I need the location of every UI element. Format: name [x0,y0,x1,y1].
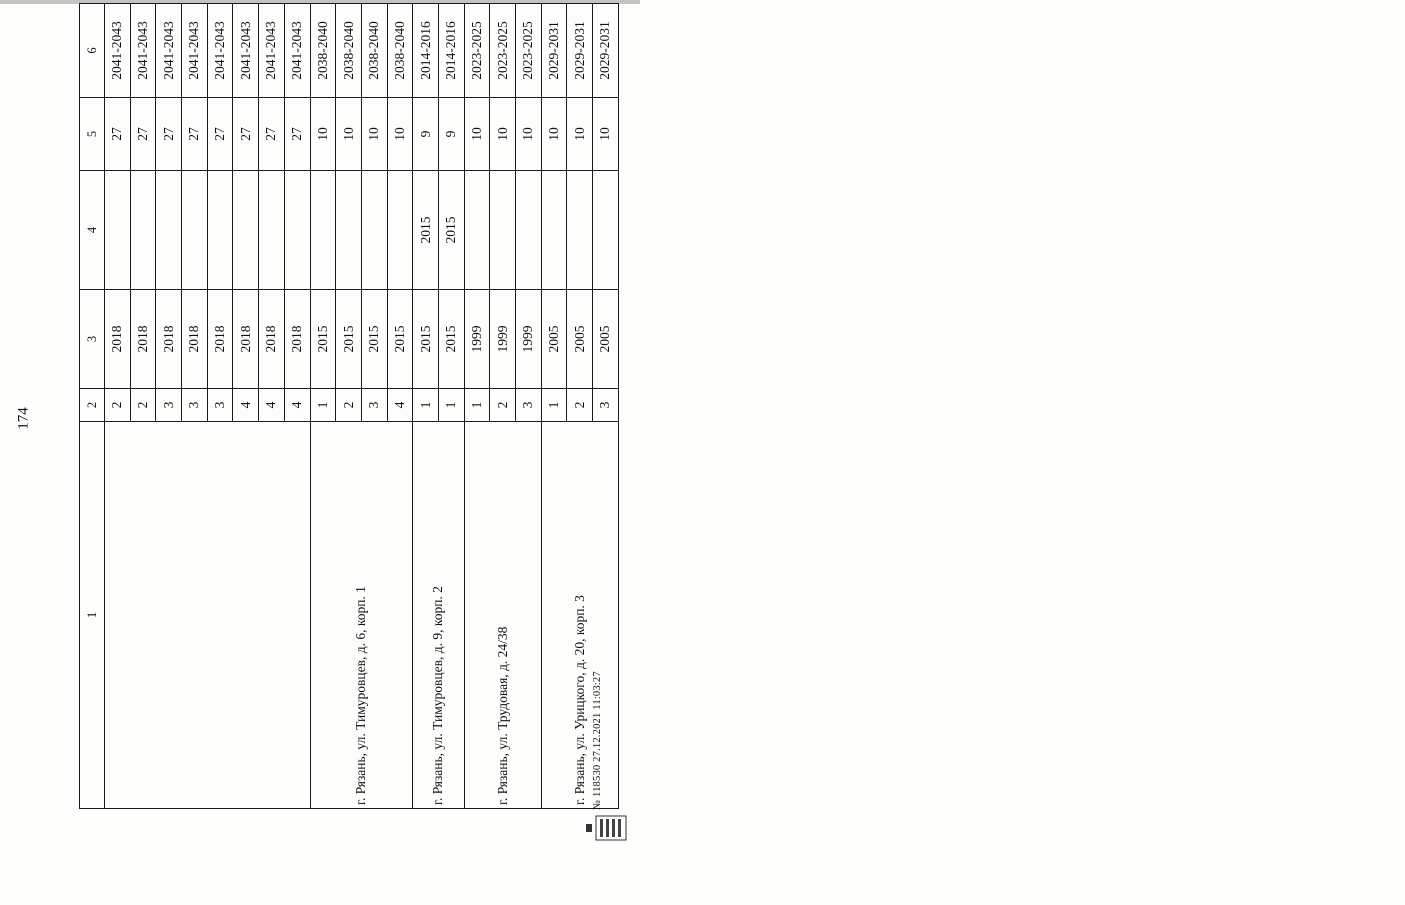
table-cell: 4 [259,389,285,422]
table-cell: 2014-2016 [413,4,439,98]
header-col-5: 5 [80,98,105,171]
table-cell [541,171,567,290]
table-cell [336,171,362,290]
table-cell: 2023-2025 [516,4,542,98]
table-cell [490,171,516,290]
table-cell: 9 [438,98,464,171]
table-cell: 2023-2025 [464,4,490,98]
table-cell: 1 [310,389,336,422]
landscape-sheet [0,0,640,905]
header-col-2: 2 [80,389,105,422]
table-row [464,4,490,809]
table-cell: 27 [130,98,156,171]
header-col-3: 3 [80,290,105,389]
table-row [541,4,567,809]
header-col-6: 6 [80,4,105,98]
table-cell: 2015 [438,290,464,389]
address-cell: г. Рязань, ул. Трудовая, д. 24/38 [464,422,541,809]
table-cell: 27 [207,98,233,171]
coat-of-arms-icon [582,813,632,843]
table-cell: 2038-2040 [387,4,413,98]
table-cell [567,171,593,290]
document-stamp: № 118530 27.12.2021 11:03:27 [592,671,603,810]
table-cell: 2038-2040 [336,4,362,98]
table-cell: 4 [284,389,310,422]
table-cell: 2 [336,389,362,422]
table-cell: 1 [541,389,567,422]
table-cell: 27 [233,98,259,171]
header-row [80,4,105,809]
table-cell: 10 [361,98,387,171]
table-cell: 2015 [413,290,439,389]
table-cell: 2018 [105,290,131,389]
table-cell: 2 [105,389,131,422]
table-cell: 2041-2043 [156,4,182,98]
table-cell [207,171,233,290]
table-cell: 2015 [387,290,413,389]
table-cell: 10 [567,98,593,171]
table-cell: 2005 [567,290,593,389]
table-cell: 2015 [361,290,387,389]
table-cell: 2041-2043 [233,4,259,98]
address-cell: г. Рязань, ул. Тимуровцев, д. 9, корп. 2 [413,422,464,809]
table-cell [310,171,336,290]
table-cell [156,171,182,290]
table-cell: 1 [413,389,439,422]
header-col-4: 4 [80,171,105,290]
table-cell: 3 [516,389,542,422]
table-cell: 27 [105,98,131,171]
table-cell: 2018 [284,290,310,389]
table-cell: 10 [593,98,619,171]
table-cell: 2038-2040 [310,4,336,98]
table-cell: 27 [259,98,285,171]
table-cell: 1 [438,389,464,422]
table-cell [464,171,490,290]
table-cell: 2018 [233,290,259,389]
table-cell: 10 [387,98,413,171]
table-cell [284,171,310,290]
table-cell: 4 [233,389,259,422]
address-cell: г. Рязань, ул. Тимуровцев, д. 6, корп. 1 [310,422,413,809]
table-cell: 10 [516,98,542,171]
table-cell [361,171,387,290]
address-cell [105,422,311,809]
table-cell [387,171,413,290]
table-cell: 2041-2043 [284,4,310,98]
table-cell: 3 [207,389,233,422]
table-cell: 2018 [182,290,208,389]
table-cell [130,171,156,290]
rotated-page-area [84,0,1405,810]
table-cell: 2018 [130,290,156,389]
table-cell: 2015 [438,171,464,290]
table-cell [593,171,619,290]
table-cell: 2018 [207,290,233,389]
address-cell: г. Рязань, ул. Урицкого, д. 20, корп. 3 [541,422,618,809]
table-cell: 2014-2016 [438,4,464,98]
page-number: 174 [15,407,32,430]
table-cell: 10 [464,98,490,171]
table-cell: 2005 [593,290,619,389]
table-cell [233,171,259,290]
table-cell: 1999 [490,290,516,389]
schedule-table [79,3,619,809]
header-col-1: 1 [80,422,105,809]
table-cell: 2041-2043 [207,4,233,98]
table-cell: 2041-2043 [259,4,285,98]
table-cell: 2029-2031 [541,4,567,98]
table-cell: 3 [593,389,619,422]
table-cell: 10 [541,98,567,171]
table-cell: 2015 [336,290,362,389]
table-cell: 27 [182,98,208,171]
table-cell [259,171,285,290]
table-cell: 2029-2031 [567,4,593,98]
table-cell [105,171,131,290]
table-cell: 9 [413,98,439,171]
table-cell: 2018 [156,290,182,389]
table-cell: 2005 [541,290,567,389]
table-cell: 2 [130,389,156,422]
table-cell [516,171,542,290]
table-cell: 10 [490,98,516,171]
table-cell: 3 [182,389,208,422]
table-cell: 2041-2043 [130,4,156,98]
table-cell: 1999 [516,290,542,389]
table-cell: 4 [387,389,413,422]
table-cell: 1 [464,389,490,422]
table-cell: 2 [490,389,516,422]
table-cell: 10 [336,98,362,171]
table-cell: 3 [361,389,387,422]
table-cell: 2029-2031 [593,4,619,98]
table-cell: 27 [156,98,182,171]
table-cell: 10 [310,98,336,171]
table-cell: 27 [284,98,310,171]
table-row [310,4,336,809]
table-cell: 2023-2025 [490,4,516,98]
table-body [80,4,619,809]
table-row [105,4,131,809]
table-cell: 3 [156,389,182,422]
table-cell: 2041-2043 [182,4,208,98]
table-cell: 2015 [413,171,439,290]
table-cell: 2015 [310,290,336,389]
table-cell: 1999 [464,290,490,389]
table-cell: 2018 [259,290,285,389]
table-cell: 2041-2043 [105,4,131,98]
table-cell: 2 [567,389,593,422]
table-cell [182,171,208,290]
table-cell: 2038-2040 [361,4,387,98]
table-row [413,4,439,809]
